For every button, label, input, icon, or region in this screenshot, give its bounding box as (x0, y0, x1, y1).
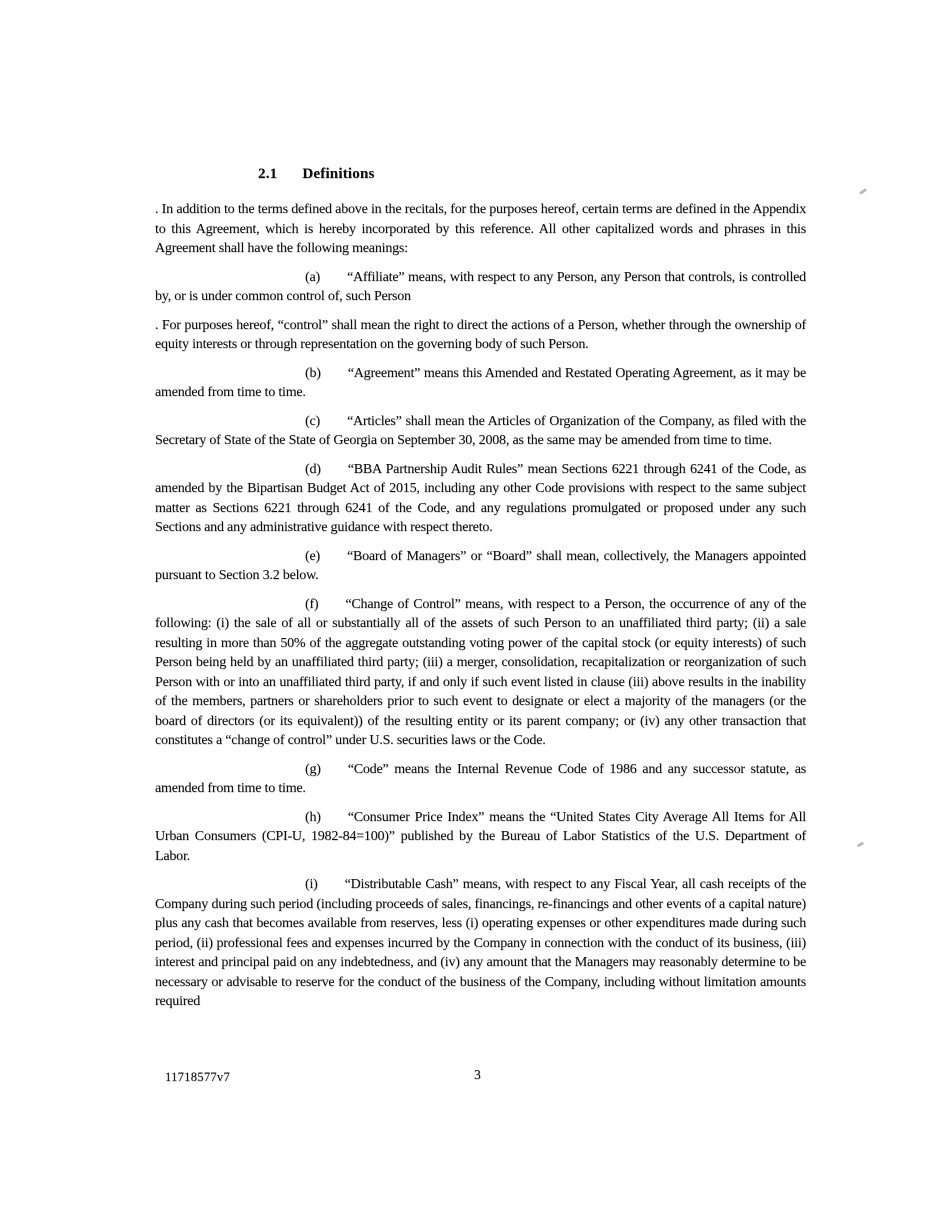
document-text-block (155, 165, 806, 1021)
definition-label: (e) (305, 548, 320, 564)
scan-artifact-speck (859, 188, 867, 195)
definition-label: (h) (305, 809, 321, 825)
definition-text: “BBA Partnership Audit Rules” mean Sections 6221 through 6241 of the Code, as amended by the Bipartisan Budget Act of 2015, including any other Code provisions with respect to the same subject matter as Sections 6221 through 6241 of the Code, and any regulations promulgated or proposed under any such Sections and any administrative guidance with respect thereto. (155, 461, 806, 535)
scan-artifact-speck (857, 841, 865, 847)
definition-paragraph-d (155, 460, 806, 538)
footer-page-number: 3 (474, 1067, 481, 1082)
definition-text: “Change of Control” means, with respect to a Person, the occurrence of any of the following: (i) the sale of all or substantially all of the assets of such Person to an unaffiliated third party; (ii) a sale resulting in more than 50% of the aggregate outstanding voting power of the capital stock (or equity interests) of such Person being held by an unaffiliated third party; (iii) a merger, consolidation, recapitalization or reorganization of such Person with or into an unaffiliated third party, if and only if such event listed in clause (iii) above results in the inability of the members, partners or shareholders prior to such event to designate or elect a majority of the managers (or the board of directors (or its equivalent)) of the resulting entity or its parent company; or (iv) any other transaction that constitutes a “change of control” under U.S. securities laws or the Code. (155, 596, 806, 748)
definition-label: (c) (305, 413, 320, 429)
definition-paragraph-a (155, 268, 806, 307)
definition-text: “Distributable Cash” means, with respect to any Fiscal Year, all cash receipts of the Company during such period (including proceeds of sales, financings, re-financings and other events of a capital nature) plus any cash that becomes available from reserves, less (i) operating expenses or other expenditures made during such period, (ii) professional fees and expenses incurred by the Company in connection with the conduct of its business, (iii) interest and principal paid on any indebtedness, and (iv) any amount that the Managers may reasonably determine to be necessary or advisable to reserve for the conduct of the business of the Company, including without limitation amounts required (155, 877, 806, 1009)
definition-label: (i) (305, 877, 318, 892)
definition-paragraph-i (155, 875, 806, 1012)
footer-document-number: 11718577v7 (165, 1070, 231, 1084)
definition-paragraph-f (155, 595, 806, 751)
definition-text: “Affiliate” means, with respect to any Person, any Person that controls, is controlled by, or is under common control of, such Person (155, 269, 806, 304)
definition-label: (b) (305, 365, 321, 381)
control-note-paragraph: . For purposes hereof, “control” shall mean the right to direct the actions of a Person, whether through the ownership of equity interests or through representation on the governing body of such Person. (155, 317, 806, 352)
definition-paragraph-h (155, 808, 806, 867)
definition-paragraph-b (155, 364, 806, 403)
intro-paragraph: . In addition to the terms defined above in the recitals, for the purposes hereof, certain terms are defined in the Appendix to this Agreement, which is hereby incorporated by this reference. All other capitalized words and phrases in this Agreement shall have the following meanings: (155, 202, 806, 256)
definition-label: (g) (305, 761, 321, 777)
section-title: Definitions (302, 166, 375, 182)
definition-paragraph-e (155, 547, 806, 586)
definition-text: “Consumer Price Index” means the “United States City Average All Items for All Urban Consumers (CPI-U, 1982-84=100)” published by the Bureau of Labor Statistics of the U.S. Department of Labor. (155, 809, 806, 864)
definition-label: (d) (305, 461, 321, 477)
section-number: 2.1 (258, 166, 278, 182)
definition-paragraph-g (155, 760, 806, 799)
section-heading (258, 165, 806, 183)
definition-text: “Agreement” means this Amended and Restated Operating Agreement, as it may be amended from time to time. (155, 365, 806, 400)
definition-label: (a) (305, 269, 320, 285)
definition-text: “Board of Managers” or “Board” shall mean, collectively, the Managers appointed pursuant to Section 3.2 below. (155, 548, 806, 583)
definition-text: “Code” means the Internal Revenue Code of 1986 and any successor statute, as amended from time to time. (155, 761, 806, 796)
definition-paragraph-c (155, 412, 806, 451)
definition-label: (f) (305, 596, 319, 612)
definition-text: “Articles” shall mean the Articles of Organization of the Company, as filed with the Secretary of State of the State of Georgia on September 30, 2008, as the same may be amended from time to time. (155, 413, 806, 448)
